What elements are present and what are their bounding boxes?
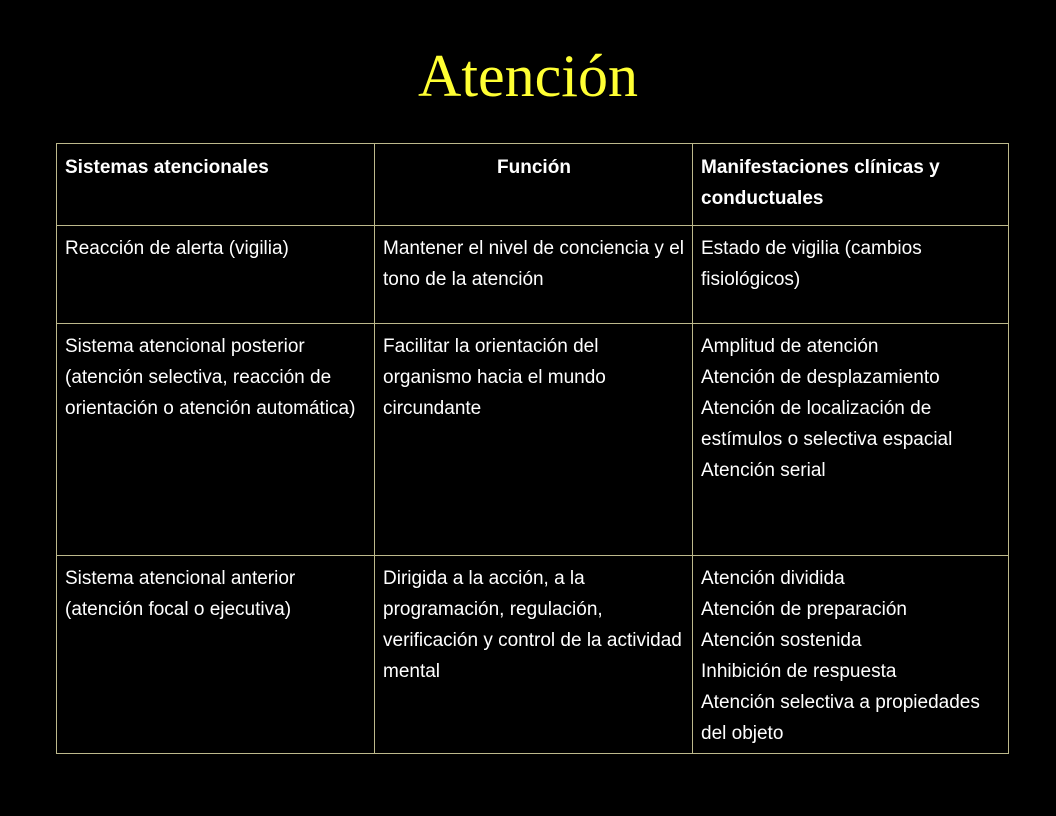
cell-system: Sistema atencional anterior (atención focal o ejecutiva) <box>57 556 375 754</box>
cell-manifestations <box>693 226 1009 324</box>
cell-function: Facilitar la orientación del organismo hacia el mundo circundante <box>375 324 693 556</box>
manifestation-item: Atención de localización de estímulos o selectiva espacial <box>701 398 953 450</box>
manifestation-item: Amplitud de atención <box>701 336 879 357</box>
cell-function: Mantener el nivel de conciencia y el tono de la atención <box>375 226 693 324</box>
header-funcion: Función <box>375 144 693 226</box>
manifestation-item: Atención de preparación <box>701 599 907 620</box>
manifestation-item: Atención de desplazamiento <box>701 367 940 388</box>
cell-system: Sistema atencional posterior (atención selectiva, reacción de orientación o atención automática) <box>57 324 375 556</box>
header-manifestaciones: Manifestaciones clínicas y conductuales <box>693 144 1009 226</box>
manifestation-item: Atención sostenida <box>701 630 862 651</box>
slide-title: Atención <box>418 43 638 109</box>
manifestation-item: Atención selectiva a propiedades del objeto <box>701 692 980 744</box>
cell-manifestations <box>693 324 1009 556</box>
cell-system: Reacción de alerta (vigilia) <box>57 226 375 324</box>
cell-manifestations <box>693 556 1009 754</box>
table-row <box>57 556 1009 754</box>
table-header-row <box>57 144 1009 226</box>
header-sistemas-atencionales: Sistemas atencionales <box>57 144 375 226</box>
manifestation-item: Atención dividida <box>701 568 845 589</box>
table-row <box>57 324 1009 556</box>
table-row <box>57 226 1009 324</box>
manifestation-item: Atención serial <box>701 460 826 481</box>
manifestation-item: Inhibición de respuesta <box>701 661 897 682</box>
cell-function: Dirigida a la acción, a la programación, regulación, verificación y control de la actividad mental <box>375 556 693 754</box>
manifestation-item: Estado de vigilia (cambios fisiológicos) <box>701 238 922 290</box>
attention-systems-table <box>56 143 1009 754</box>
